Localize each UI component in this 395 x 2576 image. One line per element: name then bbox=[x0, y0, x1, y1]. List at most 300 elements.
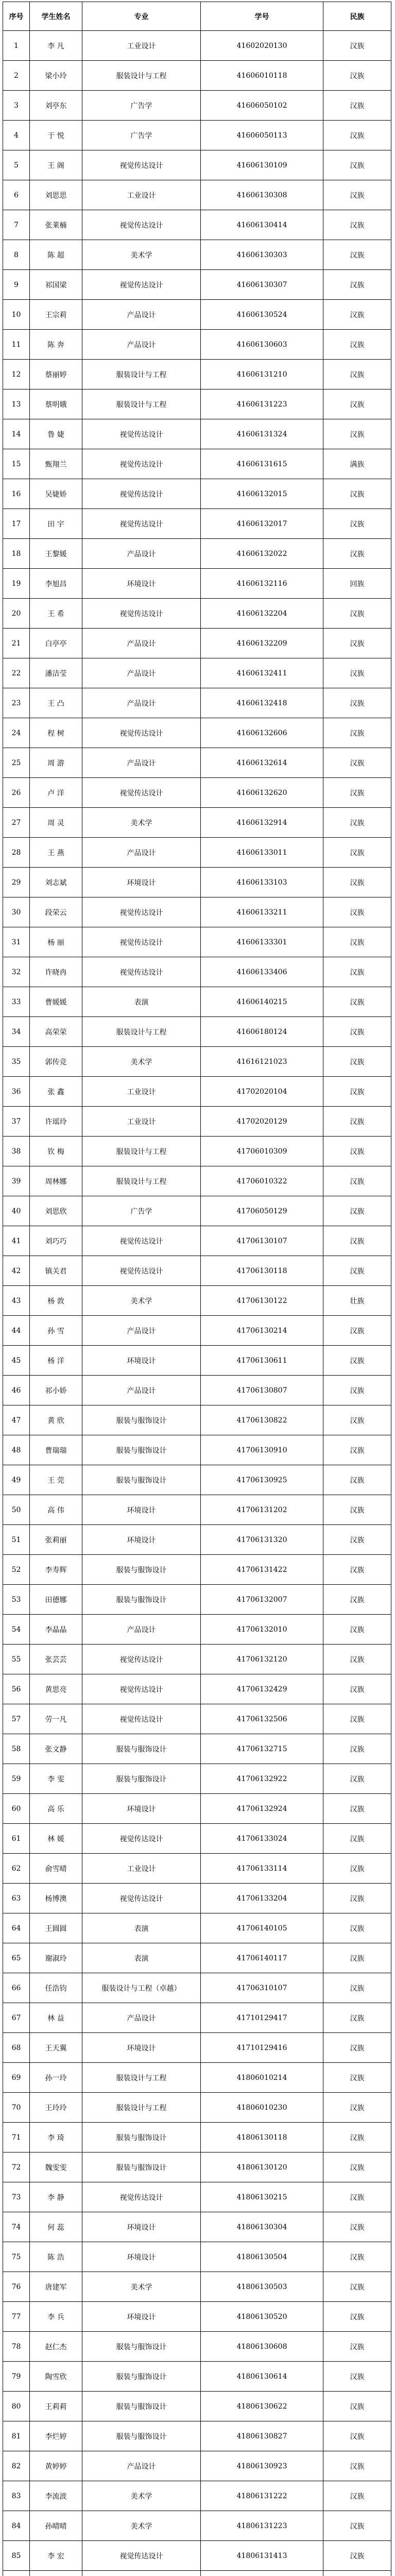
table-row bbox=[3, 2123, 391, 2153]
cell-major: 视觉传达设计 bbox=[82, 210, 201, 240]
cell-ethnicity: 汉族 bbox=[323, 150, 391, 180]
cell-ethnicity: 汉族 bbox=[323, 838, 391, 868]
cell-no: 23 bbox=[3, 688, 30, 718]
table-row bbox=[3, 2451, 391, 2481]
cell-student-id: 41806130503 bbox=[201, 2272, 323, 2302]
table-row bbox=[3, 2302, 391, 2332]
table-row bbox=[3, 629, 391, 658]
table-row bbox=[3, 1734, 391, 1764]
cell-major: 视觉传达设计 bbox=[82, 509, 201, 539]
cell-no: 16 bbox=[3, 479, 30, 509]
table-row bbox=[3, 1555, 391, 1585]
cell-major: 视觉传达设计 bbox=[82, 599, 201, 629]
cell-name: 李 雯 bbox=[30, 1764, 82, 1794]
cell-no: 40 bbox=[3, 1196, 30, 1226]
cell-student-id: 41806130215 bbox=[201, 2182, 323, 2212]
table-body bbox=[3, 31, 391, 2576]
cell-major: 产品设计 bbox=[82, 300, 201, 330]
cell-name: 陶雪欣 bbox=[30, 2362, 82, 2392]
cell-major: 美术学 bbox=[82, 240, 201, 270]
cell-major: 产品设计 bbox=[82, 539, 201, 569]
cell-ethnicity: 汉族 bbox=[323, 1077, 391, 1107]
table-row bbox=[3, 240, 391, 270]
cell-no: 15 bbox=[3, 449, 30, 479]
cell-no: 35 bbox=[3, 1047, 30, 1077]
table-row bbox=[3, 31, 391, 61]
cell-no: 4 bbox=[3, 121, 30, 150]
cell-name: 鲁 婕 bbox=[30, 419, 82, 449]
cell-ethnicity: 汉族 bbox=[323, 1943, 391, 1973]
cell-ethnicity: 汉族 bbox=[323, 479, 391, 509]
cell-no: 64 bbox=[3, 1913, 30, 1943]
cell-no: 46 bbox=[3, 1376, 30, 1405]
cell-no: 73 bbox=[3, 2182, 30, 2212]
table-row bbox=[3, 2511, 391, 2541]
cell-ethnicity: 汉族 bbox=[323, 2302, 391, 2332]
cell-name: 王圆圆 bbox=[30, 1913, 82, 1943]
cell-name: 林 益 bbox=[30, 2003, 82, 2033]
cell-name: 白亭亭 bbox=[30, 629, 82, 658]
cell-name: 王天翼 bbox=[30, 2033, 82, 2063]
cell-student-id: 41706130822 bbox=[201, 1405, 323, 1435]
cell-name: 孙一玲 bbox=[30, 2063, 82, 2093]
cell-student-id: 41706140117 bbox=[201, 1943, 323, 1973]
cell-no: 34 bbox=[3, 1017, 30, 1047]
cell-no: 21 bbox=[3, 629, 30, 658]
cell-student-id: 41706133114 bbox=[201, 1854, 323, 1884]
cell-student-id: 41806130120 bbox=[201, 2153, 323, 2182]
cell-no: 37 bbox=[3, 1107, 30, 1137]
cell-no: 83 bbox=[3, 2481, 30, 2511]
cell-ethnicity: 汉族 bbox=[323, 1316, 391, 1346]
cell-student-id: 41606130307 bbox=[201, 270, 323, 300]
cell-student-id: 41706140105 bbox=[201, 1913, 323, 1943]
cell-major: 视觉传达设计 bbox=[82, 1226, 201, 1256]
cell-name: 祁国梁 bbox=[30, 270, 82, 300]
cell-major: 视觉传达设计 bbox=[82, 718, 201, 748]
cell-ethnicity: 汉族 bbox=[323, 1615, 391, 1645]
cell-name: 周 灵 bbox=[30, 808, 82, 838]
cell-ethnicity: 壮族 bbox=[323, 1286, 391, 1316]
cell-no: 2 bbox=[3, 61, 30, 91]
cell-no: 51 bbox=[3, 1525, 30, 1555]
cell-major: 产品设计 bbox=[82, 658, 201, 688]
cell-ethnicity: 汉族 bbox=[323, 1764, 391, 1794]
cell-name: 郭传竞 bbox=[30, 1047, 82, 1077]
table-row bbox=[3, 270, 391, 300]
cell-ethnicity: 汉族 bbox=[323, 2182, 391, 2212]
cell-ethnicity: 汉族 bbox=[323, 957, 391, 987]
table-row bbox=[3, 1346, 391, 1376]
cell-student-id: 41706130122 bbox=[201, 1286, 323, 1316]
table-row bbox=[3, 2003, 391, 2033]
cell-student-id: 41606130109 bbox=[201, 150, 323, 180]
table-row bbox=[3, 688, 391, 718]
cell-ethnicity: 汉族 bbox=[323, 2332, 391, 2362]
cell-student-id: 41606050113 bbox=[201, 121, 323, 150]
cell-name: 王宗莉 bbox=[30, 300, 82, 330]
cell-ethnicity: 汉族 bbox=[323, 2511, 391, 2541]
cell-name: 孙晴晴 bbox=[30, 2511, 82, 2541]
cell-name: 王 莞 bbox=[30, 1465, 82, 1495]
cell-no: 49 bbox=[3, 1465, 30, 1495]
cell-name: 黄 欣 bbox=[30, 1405, 82, 1435]
cell-student-id: 41606132209 bbox=[201, 629, 323, 658]
cell-name: 曹媛媛 bbox=[30, 987, 82, 1017]
table-row bbox=[3, 718, 391, 748]
cell-ethnicity: 汉族 bbox=[323, 688, 391, 718]
cell-major: 服装与服饰设计 bbox=[82, 2421, 201, 2451]
cell-major: 工业设计 bbox=[82, 1107, 201, 1137]
table-row bbox=[3, 509, 391, 539]
cell-student-id: 41706010322 bbox=[201, 1166, 323, 1196]
cell-no: 13 bbox=[3, 389, 30, 419]
cell-no: 76 bbox=[3, 2272, 30, 2302]
table-row bbox=[3, 1047, 391, 1077]
cell-no: 41 bbox=[3, 1226, 30, 1256]
cell-name: 何 蕊 bbox=[30, 2212, 82, 2242]
cell-student-id: 41710129416 bbox=[201, 2033, 323, 2063]
cell-no: 52 bbox=[3, 1555, 30, 1585]
cell-ethnicity: 汉族 bbox=[323, 180, 391, 210]
header-major: 专业 bbox=[82, 2, 201, 31]
header-no: 序号 bbox=[3, 2, 30, 31]
cell-student-id: 41606133103 bbox=[201, 868, 323, 897]
table-row bbox=[3, 1405, 391, 1435]
cell-name: 镇关君 bbox=[30, 1256, 82, 1286]
cell-student-id: 41706010309 bbox=[201, 1137, 323, 1166]
cell-student-id: 41706132924 bbox=[201, 1794, 323, 1824]
cell-no: 17 bbox=[3, 509, 30, 539]
cell-major: 环境设计 bbox=[82, 1525, 201, 1555]
cell-major: 视觉传达设计 bbox=[82, 778, 201, 808]
cell-name: 陈 奔 bbox=[30, 330, 82, 360]
table-row bbox=[3, 2212, 391, 2242]
cell-no: 75 bbox=[3, 2242, 30, 2272]
cell-student-id: 41606133406 bbox=[201, 957, 323, 987]
cell-major: 服装与服饰设计 bbox=[82, 2392, 201, 2421]
table-row bbox=[3, 91, 391, 121]
cell-major: 视觉传达设计 bbox=[82, 897, 201, 927]
cell-ethnicity: 汉族 bbox=[323, 629, 391, 658]
cell-ethnicity: 汉族 bbox=[323, 1017, 391, 1047]
table-row bbox=[3, 1913, 391, 1943]
cell-ethnicity bbox=[323, 2571, 391, 2576]
cell-major: 视觉传达设计 bbox=[82, 1645, 201, 1674]
cell-no: 20 bbox=[3, 599, 30, 629]
table-row bbox=[3, 1166, 391, 1196]
cell-name: 陈 浩 bbox=[30, 2242, 82, 2272]
cell-ethnicity: 汉族 bbox=[323, 2153, 391, 2182]
cell-name: 杨 敦 bbox=[30, 1286, 82, 1316]
table-row bbox=[3, 957, 391, 987]
cell-major: 服装设计与工程 bbox=[82, 2093, 201, 2123]
cell-major: 广告学 bbox=[82, 1196, 201, 1226]
cell-major: 服装与服饰设计 bbox=[82, 2123, 201, 2153]
cell-no: 39 bbox=[3, 1166, 30, 1196]
cell-ethnicity: 汉族 bbox=[323, 599, 391, 629]
cell-name: 林 媛 bbox=[30, 1824, 82, 1854]
cell-no: 38 bbox=[3, 1137, 30, 1166]
cell-ethnicity: 汉族 bbox=[323, 419, 391, 449]
cell-student-id: 41706130807 bbox=[201, 1376, 323, 1405]
cell-no: 84 bbox=[3, 2511, 30, 2541]
cell-no: 31 bbox=[3, 927, 30, 957]
cell-major: 服装设计与工程 bbox=[82, 360, 201, 389]
cell-ethnicity: 回族 bbox=[323, 569, 391, 599]
cell-name: 李 静 bbox=[30, 2182, 82, 2212]
cell-student-id: 41606140215 bbox=[201, 987, 323, 1017]
cell-name bbox=[30, 2571, 82, 2576]
cell-ethnicity: 汉族 bbox=[323, 1704, 391, 1734]
cell-no: 27 bbox=[3, 808, 30, 838]
cell-major: 环境设计 bbox=[82, 1346, 201, 1376]
cell-name: 谢淑玲 bbox=[30, 1943, 82, 1973]
cell-no: 10 bbox=[3, 300, 30, 330]
cell-no: 29 bbox=[3, 868, 30, 897]
cell-ethnicity: 汉族 bbox=[323, 360, 391, 389]
cell-major: 服装与服饰设计 bbox=[82, 2153, 201, 2182]
cell-no: 8 bbox=[3, 240, 30, 270]
cell-ethnicity: 汉族 bbox=[323, 1824, 391, 1854]
cell-major: 产品设计 bbox=[82, 1376, 201, 1405]
table-row bbox=[3, 808, 391, 838]
cell-major: 广告学 bbox=[82, 121, 201, 150]
cell-major: 视觉传达设计 bbox=[82, 2541, 201, 2571]
cell-major: 产品设计 bbox=[82, 330, 201, 360]
table-row bbox=[3, 2571, 391, 2576]
cell-major: 产品设计 bbox=[82, 748, 201, 778]
cell-ethnicity: 汉族 bbox=[323, 868, 391, 897]
cell-name: 王黎媛 bbox=[30, 539, 82, 569]
cell-ethnicity: 汉族 bbox=[323, 2212, 391, 2242]
cell-student-id: 41706132007 bbox=[201, 1585, 323, 1615]
cell-student-id: 41806131222 bbox=[201, 2481, 323, 2511]
cell-student-id: 41806010230 bbox=[201, 2093, 323, 2123]
table-row bbox=[3, 1645, 391, 1674]
cell-major: 工业设计 bbox=[82, 31, 201, 61]
cell-student-id: 41706130214 bbox=[201, 1316, 323, 1346]
cell-name: 梁小玲 bbox=[30, 61, 82, 91]
cell-ethnicity: 汉族 bbox=[323, 1525, 391, 1555]
cell-student-id: 41706131320 bbox=[201, 1525, 323, 1555]
cell-major: 服装设计与工程 bbox=[82, 1166, 201, 1196]
cell-ethnicity: 汉族 bbox=[323, 1555, 391, 1585]
cell-no: 72 bbox=[3, 2153, 30, 2182]
table-row bbox=[3, 1465, 391, 1495]
cell-student-id: 41710129417 bbox=[201, 2003, 323, 2033]
table-row bbox=[3, 1943, 391, 1973]
table-header-row bbox=[3, 2, 391, 31]
cell-student-id: 41806130118 bbox=[201, 2123, 323, 2153]
table-row bbox=[3, 1077, 391, 1107]
table-row bbox=[3, 2033, 391, 2063]
cell-major: 服装与服饰设计 bbox=[82, 1465, 201, 1495]
cell-student-id: 41706132506 bbox=[201, 1704, 323, 1734]
cell-name: 蔡明娥 bbox=[30, 389, 82, 419]
header-ethnicity: 民族 bbox=[323, 2, 391, 31]
table-row bbox=[3, 1137, 391, 1166]
cell-student-id: 41606130603 bbox=[201, 330, 323, 360]
cell-student-id: 41606132418 bbox=[201, 688, 323, 718]
cell-major: 产品设计 bbox=[82, 2451, 201, 2481]
cell-no: 45 bbox=[3, 1346, 30, 1376]
cell-name: 王 燕 bbox=[30, 838, 82, 868]
cell-ethnicity: 汉族 bbox=[323, 2392, 391, 2421]
cell-major: 美术学 bbox=[82, 2511, 201, 2541]
table-row bbox=[3, 1435, 391, 1465]
table-row bbox=[3, 778, 391, 808]
cell-major: 表演 bbox=[82, 1943, 201, 1973]
cell-ethnicity: 汉族 bbox=[323, 2063, 391, 2093]
cell-ethnicity: 汉族 bbox=[323, 1794, 391, 1824]
cell-student-id: 41706132429 bbox=[201, 1674, 323, 1704]
cell-student-id: 41706132010 bbox=[201, 1615, 323, 1645]
cell-name: 李烂婷 bbox=[30, 2421, 82, 2451]
cell-no: 19 bbox=[3, 569, 30, 599]
cell-ethnicity: 汉族 bbox=[323, 1674, 391, 1704]
cell-no: 53 bbox=[3, 1585, 30, 1615]
cell-name: 李 宏 bbox=[30, 2541, 82, 2571]
table-row bbox=[3, 1794, 391, 1824]
table-row bbox=[3, 1884, 391, 1913]
student-table bbox=[3, 2, 391, 2576]
table-row bbox=[3, 569, 391, 599]
cell-name: 王玲玲 bbox=[30, 2093, 82, 2123]
cell-ethnicity: 汉族 bbox=[323, 1107, 391, 1137]
cell-ethnicity: 汉族 bbox=[323, 2093, 391, 2123]
cell-name: 张莉丽 bbox=[30, 1525, 82, 1555]
cell-major: 服装设计与工程 bbox=[82, 1137, 201, 1166]
table-row bbox=[3, 1674, 391, 1704]
cell-student-id: 41606130524 bbox=[201, 300, 323, 330]
cell-major: 美术学 bbox=[82, 808, 201, 838]
cell-student-id: 41606132204 bbox=[201, 599, 323, 629]
cell-name: 甄翔兰 bbox=[30, 449, 82, 479]
cell-student-id bbox=[201, 2571, 323, 2576]
cell-major: 产品设计 bbox=[82, 2003, 201, 2033]
cell-major: 产品设计 bbox=[82, 688, 201, 718]
table-row bbox=[3, 868, 391, 897]
table-row bbox=[3, 479, 391, 509]
cell-ethnicity: 汉族 bbox=[323, 389, 391, 419]
cell-ethnicity: 汉族 bbox=[323, 1435, 391, 1465]
cell-student-id: 41602020130 bbox=[201, 31, 323, 61]
table-row bbox=[3, 1585, 391, 1615]
cell-no: 55 bbox=[3, 1645, 30, 1674]
table-row bbox=[3, 1495, 391, 1525]
cell-name: 刘巧巧 bbox=[30, 1226, 82, 1256]
cell-no: 63 bbox=[3, 1884, 30, 1913]
cell-name: 吴婕娇 bbox=[30, 479, 82, 509]
cell-no: 67 bbox=[3, 2003, 30, 2033]
cell-name: 祁小娇 bbox=[30, 1376, 82, 1405]
cell-name: 李 琦 bbox=[30, 2123, 82, 2153]
cell-ethnicity: 汉族 bbox=[323, 2242, 391, 2272]
cell-major: 服装与服饰设计 bbox=[82, 2332, 201, 2362]
cell-name: 王 希 bbox=[30, 599, 82, 629]
cell-ethnicity: 汉族 bbox=[323, 2421, 391, 2451]
table-row bbox=[3, 1704, 391, 1734]
cell-ethnicity: 汉族 bbox=[323, 2123, 391, 2153]
cell-ethnicity: 汉族 bbox=[323, 91, 391, 121]
cell-major: 美术学 bbox=[82, 2272, 201, 2302]
table-row bbox=[3, 1316, 391, 1346]
cell-major: 产品设计 bbox=[82, 1316, 201, 1346]
table-row bbox=[3, 658, 391, 688]
table-row bbox=[3, 1854, 391, 1884]
cell-major: 视觉传达设计 bbox=[82, 270, 201, 300]
cell-major: 视觉传达设计 bbox=[82, 1884, 201, 1913]
cell-student-id: 41606132017 bbox=[201, 509, 323, 539]
cell-no: 44 bbox=[3, 1316, 30, 1346]
table-row bbox=[3, 1017, 391, 1047]
cell-major: 视觉传达设计 bbox=[82, 1704, 201, 1734]
cell-no: 43 bbox=[3, 1286, 30, 1316]
cell-student-id: 41616121023 bbox=[201, 1047, 323, 1077]
cell-no: 59 bbox=[3, 1764, 30, 1794]
table-row bbox=[3, 2063, 391, 2093]
cell-student-id: 41706132922 bbox=[201, 1764, 323, 1794]
table-row bbox=[3, 1107, 391, 1137]
cell-no: 36 bbox=[3, 1077, 30, 1107]
cell-major: 环境设计 bbox=[82, 2242, 201, 2272]
table-row bbox=[3, 1764, 391, 1794]
cell-student-id: 41706130107 bbox=[201, 1226, 323, 1256]
student-list-sheet bbox=[3, 2, 391, 2576]
cell-no: 54 bbox=[3, 1615, 30, 1645]
cell-student-id: 41606130414 bbox=[201, 210, 323, 240]
table-row bbox=[3, 449, 391, 479]
cell-no: 32 bbox=[3, 957, 30, 987]
cell-student-id: 41806130614 bbox=[201, 2362, 323, 2392]
cell-student-id: 41606131210 bbox=[201, 360, 323, 389]
cell-name: 李 兵 bbox=[30, 2302, 82, 2332]
cell-student-id: 41606133011 bbox=[201, 838, 323, 868]
cell-major: 表演 bbox=[82, 1913, 201, 1943]
cell-ethnicity: 汉族 bbox=[323, 1256, 391, 1286]
cell-major: 服装与服饰设计 bbox=[82, 1435, 201, 1465]
cell-name: 唐建军 bbox=[30, 2272, 82, 2302]
table-row bbox=[3, 1196, 391, 1226]
cell-major: 视觉传达设计 bbox=[82, 479, 201, 509]
table-row bbox=[3, 1286, 391, 1316]
cell-ethnicity: 汉族 bbox=[323, 897, 391, 927]
cell-name: 张文静 bbox=[30, 1734, 82, 1764]
cell-ethnicity: 满族 bbox=[323, 449, 391, 479]
cell-major: 视觉传达设计 bbox=[82, 2182, 201, 2212]
table-row bbox=[3, 2541, 391, 2571]
cell-no bbox=[3, 2571, 30, 2576]
cell-no: 77 bbox=[3, 2302, 30, 2332]
cell-major: 视觉传达设计 bbox=[82, 449, 201, 479]
cell-no: 70 bbox=[3, 2093, 30, 2123]
cell-no: 5 bbox=[3, 150, 30, 180]
cell-no: 56 bbox=[3, 1674, 30, 1704]
cell-student-id: 41706131422 bbox=[201, 1555, 323, 1585]
cell-student-id: 41702020129 bbox=[201, 1107, 323, 1137]
cell-no: 50 bbox=[3, 1495, 30, 1525]
cell-major: 美术学 bbox=[82, 2481, 201, 2511]
table-row bbox=[3, 1226, 391, 1256]
cell-student-id: 41606132116 bbox=[201, 569, 323, 599]
cell-major: 美术学 bbox=[82, 1286, 201, 1316]
table-row bbox=[3, 1525, 391, 1555]
cell-major: 视觉传达设计 bbox=[82, 957, 201, 987]
cell-name: 陈 超 bbox=[30, 240, 82, 270]
cell-student-id: 41706130611 bbox=[201, 1346, 323, 1376]
cell-ethnicity: 汉族 bbox=[323, 240, 391, 270]
